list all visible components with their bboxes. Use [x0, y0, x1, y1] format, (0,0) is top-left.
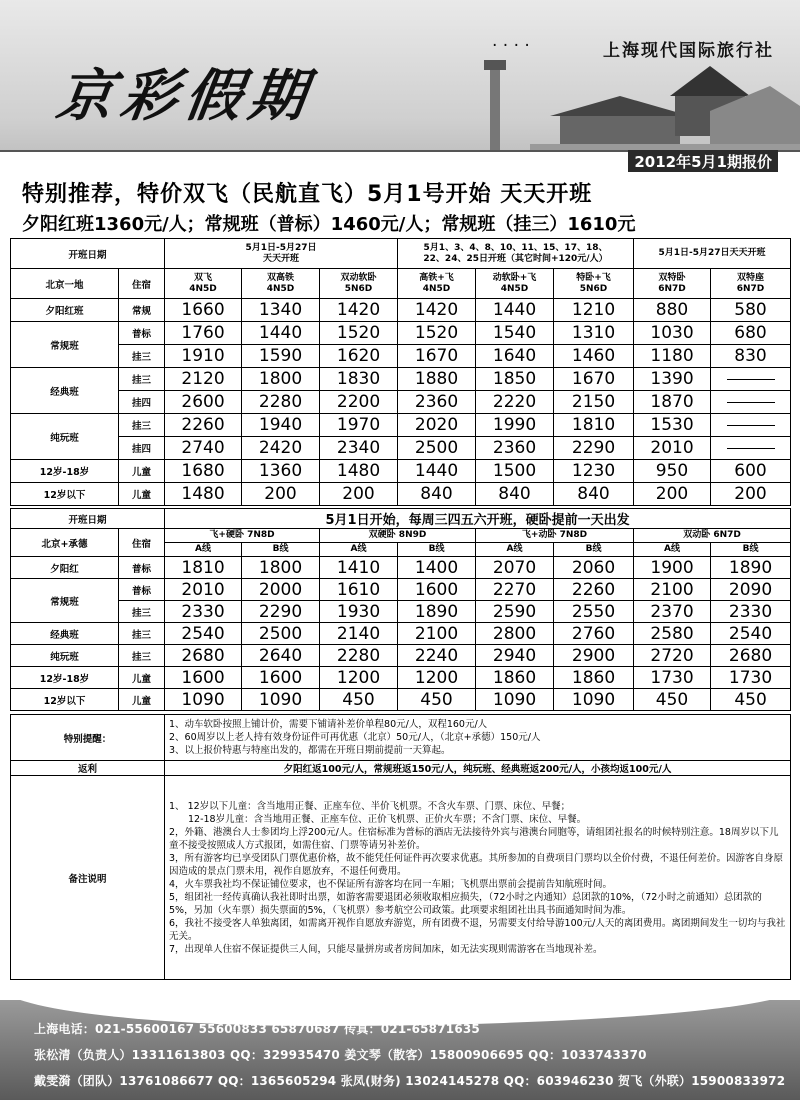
headline-main: 特别推荐，特价双飞（民航直飞）5月1号开始 天天开班: [22, 182, 593, 207]
price-cell: 2220: [476, 391, 554, 414]
room-type: 儿童: [119, 483, 165, 506]
price-cell: 2260: [165, 414, 242, 437]
date-group-2: 5月1、3、4、8、10、11、15、17、18、 22、24、25日开班（其它时间+120元/人）: [398, 239, 634, 269]
price-cell: 1660: [165, 299, 242, 322]
rebate-text: 夕阳红返100元/人，常规班返150元/人，纯玩班、经典班返200元/人，小孩均返100元/人: [165, 761, 791, 776]
row-group-label: 夕阳红: [11, 557, 119, 579]
price-cell: 1800: [242, 557, 320, 579]
price-cell: 2720: [634, 645, 711, 667]
row-group-label: 12岁以下: [11, 689, 119, 711]
col-days: 5N6D: [579, 283, 608, 294]
room-type: 挂三: [119, 368, 165, 391]
brand-title: 京彩假期: [52, 63, 319, 129]
price-cell: 1850: [476, 368, 554, 391]
price-cell: 1800: [242, 368, 320, 391]
row-group-label: 12岁以下: [11, 483, 119, 506]
price-cell: 1760: [165, 322, 242, 345]
table-row: [11, 645, 791, 667]
price-cell: 2100: [398, 623, 476, 645]
price-cell: 1900: [634, 557, 711, 579]
col-header: [554, 269, 634, 299]
headline-prices: 夕阳红班1360元/人；常规班（普标）1460元/人；常规班（挂三）1610元: [22, 214, 636, 235]
remarks-content: [165, 776, 791, 980]
price-cell: 1440: [398, 460, 476, 483]
column-header-row: [11, 269, 791, 299]
price-cell: 1540: [476, 322, 554, 345]
row-group-label: 常规班: [11, 322, 119, 368]
col-header: [165, 269, 242, 299]
table-row: [11, 689, 791, 711]
price-cell: 1420: [398, 299, 476, 322]
col-room: 住宿: [119, 529, 165, 557]
price-cell: 1090: [165, 689, 242, 711]
price-cell: 2600: [165, 391, 242, 414]
price-cell: 1420: [320, 299, 398, 322]
price-cell: [711, 437, 791, 460]
price-cell: 2010: [165, 579, 242, 601]
price-cell: 1620: [320, 345, 398, 368]
remark-line: 7，出现单人住宿不保证提供三人间，只能尽量拼房或者房间加床，如无法实现则需游客在当地现补差。: [169, 943, 603, 955]
col-days: 4N5D: [266, 283, 295, 294]
price-cell: 2140: [320, 623, 398, 645]
price-cell: 2010: [634, 437, 711, 460]
col-days: 4N5D: [422, 283, 451, 294]
price-cell: 1640: [476, 345, 554, 368]
remark-line: 2，外籍、港澳台人士参团均上浮200元/人。住宿标准为普标的酒店无法接待外宾与港澳台同胞等，请组团社报名的时候特别注意。18周岁以下儿童不接受按照成人方式报团，如需住宿、门票等请另补差价。: [169, 826, 779, 851]
price-cell: 200: [711, 483, 791, 506]
row-group-label: 纯玩班: [11, 645, 119, 667]
price-cell: 2150: [554, 391, 634, 414]
line-label: B线: [554, 543, 634, 557]
room-type: 普标: [119, 322, 165, 345]
price-cell: 1730: [711, 667, 791, 689]
price-cell: 830: [711, 345, 791, 368]
date-text: 5月1日开始，每周三四五六开班，硬卧提前一天出发: [165, 509, 791, 529]
price-cell: 450: [320, 689, 398, 711]
room-type: 挂三: [119, 414, 165, 437]
price-cell: 840: [554, 483, 634, 506]
price-cell: 950: [634, 460, 711, 483]
table-row: [11, 368, 791, 391]
price-cell: 1480: [165, 483, 242, 506]
price-cell: 1910: [165, 345, 242, 368]
price-cell: 1090: [242, 689, 320, 711]
price-cell: 2500: [242, 623, 320, 645]
price-cell: 2060: [554, 557, 634, 579]
col-header: [476, 269, 554, 299]
table-row: [11, 483, 791, 506]
col-name: 特卧+飞: [576, 272, 611, 283]
price-cell: 1090: [554, 689, 634, 711]
col-room: 住宿: [119, 269, 165, 299]
remark-line: 3，所有游客均已享受团队门票优惠价格，故不能凭任何证件再次要求优惠。其所参加的自费项目门票均以全价付费，不退任何差价。因游客自身原因造成的景点门票未用，视作自愿放弃，不退任何费用。: [169, 852, 784, 877]
price-cell: 2740: [165, 437, 242, 460]
room-type: 挂三: [119, 601, 165, 623]
table-row: [11, 623, 791, 645]
line-label: A线: [320, 543, 398, 557]
price-cell: 1830: [320, 368, 398, 391]
price-cell: 1180: [634, 345, 711, 368]
not-available-dash: [727, 379, 775, 380]
not-available-dash: [727, 402, 775, 403]
room-type: 挂三: [119, 645, 165, 667]
price-cell: 880: [634, 299, 711, 322]
room-type: 挂四: [119, 391, 165, 414]
price-cell: 1940: [242, 414, 320, 437]
price-cell: 1440: [476, 299, 554, 322]
col-name: 双特卧: [658, 272, 686, 283]
col-header: [242, 269, 320, 299]
price-cell: 1200: [320, 667, 398, 689]
room-type: 儿童: [119, 460, 165, 483]
price-cell: [711, 391, 791, 414]
price-cell: 2500: [398, 437, 476, 460]
agency-name: 上海现代国际旅行社: [603, 41, 774, 61]
price-cell: 2680: [165, 645, 242, 667]
line-label: B线: [711, 543, 791, 557]
footer-phone-line: 上海电话：021-55600167 55600833 65870687 传真：021-65871635: [34, 1022, 480, 1036]
price-cell: 2760: [554, 623, 634, 645]
price-cell: 450: [634, 689, 711, 711]
price-cell: 2340: [320, 437, 398, 460]
tips-content: [165, 715, 791, 761]
agency-dots: · · · ·: [492, 36, 530, 56]
price-cell: 200: [242, 483, 320, 506]
price-cell: 1400: [398, 557, 476, 579]
table-row: [11, 437, 791, 460]
tips-label: 特别提醒：: [11, 715, 165, 761]
price-cell: 2580: [634, 623, 711, 645]
price-cell: 1480: [320, 460, 398, 483]
col-name: 高铁+飞: [419, 272, 454, 283]
col-days: 4N5D: [189, 283, 217, 294]
price-cell: 2540: [711, 623, 791, 645]
table-row: [11, 579, 791, 601]
price-cell: 2100: [634, 579, 711, 601]
price-cell: 1860: [554, 667, 634, 689]
line-label: A线: [165, 543, 242, 557]
col-header: [634, 269, 711, 299]
table-row: [11, 345, 791, 368]
footer-contact-line: 戴雯漪（团队）13761086677 QQ：1365605294 张凤(财务) 13024145278 QQ：603946230 贺飞（外联）15900833972: [34, 1074, 786, 1088]
price-cell: 1600: [165, 667, 242, 689]
route-group: 双硬卧 8N9D: [320, 529, 476, 543]
table-row: [11, 299, 791, 322]
price-cell: 2900: [554, 645, 634, 667]
col-name: 双动软卧: [340, 272, 377, 283]
price-cell: 1200: [398, 667, 476, 689]
price-cell: 1090: [476, 689, 554, 711]
col-name: 双特座: [737, 272, 765, 283]
price-cell: 1030: [634, 322, 711, 345]
price-cell: 1340: [242, 299, 320, 322]
date-header: 开班日期: [11, 509, 165, 529]
row-group-label: 夕阳红班: [11, 299, 119, 322]
price-cell: 1230: [554, 460, 634, 483]
price-cell: 2590: [476, 601, 554, 623]
price-cell: 1810: [554, 414, 634, 437]
col-header: [320, 269, 398, 299]
tip-line: 1、动车软卧按照上铺计价，需要下铺请补差价单程80元/人，双程160元/人: [169, 719, 488, 730]
row-group-label: 经典班: [11, 368, 119, 414]
price-cell: 1730: [634, 667, 711, 689]
price-cell: 840: [398, 483, 476, 506]
price-cell: 680: [711, 322, 791, 345]
line-label: A线: [476, 543, 554, 557]
not-available-dash: [727, 448, 775, 449]
remarks-label: 备注说明: [11, 776, 165, 980]
rebate-label: 返利: [11, 761, 165, 776]
remark-line: 1、 12岁以下儿童：含当地用正餐、正座车位、半价飞机票。不含火车票、门票、床位、早餐；: [169, 800, 571, 812]
price-cell: 1870: [634, 391, 711, 414]
row-group-label: 12岁-18岁: [11, 460, 119, 483]
price-cell: 1810: [165, 557, 242, 579]
col-name: 双飞: [194, 272, 213, 283]
row-group-label: 常规班: [11, 579, 119, 623]
date-header: 开班日期: [11, 239, 165, 269]
row-group-label: 12岁-18岁: [11, 667, 119, 689]
price-cell: 1880: [398, 368, 476, 391]
price-cell: 1670: [398, 345, 476, 368]
price-cell: 2020: [398, 414, 476, 437]
col-days: 5N6D: [344, 283, 373, 294]
price-cell: 2800: [476, 623, 554, 645]
price-cell: 1680: [165, 460, 242, 483]
header-banner: [0, 0, 800, 172]
price-cell: 1310: [554, 322, 634, 345]
remark-line: 12-18岁儿童：含当地用正餐、正座车位、正价飞机票、正价火车票；不含门票、床位、早餐。: [169, 813, 587, 825]
price-cell: 2940: [476, 645, 554, 667]
price-cell: 1390: [634, 368, 711, 391]
price-cell: 2330: [711, 601, 791, 623]
price-cell: 2420: [242, 437, 320, 460]
price-cell: 1600: [242, 667, 320, 689]
price-cell: 2280: [242, 391, 320, 414]
date-group-3: 5月1日-5月27日天天开班: [634, 239, 791, 269]
price-cell: 200: [634, 483, 711, 506]
price-cell: 580: [711, 299, 791, 322]
remark-line: 6，我社不接受客人单独离团，如需离开视作自愿放弃游览，所有团费不退，另需要支付给导游100元/人天的离团费用。离团期间发生一切均与我社无关。: [169, 917, 786, 942]
line-label: B线: [242, 543, 320, 557]
price-cell: [711, 368, 791, 391]
price-cell: 1520: [398, 322, 476, 345]
price-cell: 2120: [165, 368, 242, 391]
line-label: A线: [634, 543, 711, 557]
room-type: 普标: [119, 557, 165, 579]
table-row: [11, 322, 791, 345]
price-cell: 1930: [320, 601, 398, 623]
price-cell: 2270: [476, 579, 554, 601]
room-type: 挂四: [119, 437, 165, 460]
price-cell: 1530: [634, 414, 711, 437]
col-days: 4N5D: [500, 283, 529, 294]
col-header: [711, 269, 791, 299]
price-cell: 1410: [320, 557, 398, 579]
notes-table: [10, 714, 791, 980]
price-cell: 1890: [711, 557, 791, 579]
table-row: [11, 414, 791, 437]
table-row: [11, 667, 791, 689]
price-cell: 2290: [554, 437, 634, 460]
price-cell: 1590: [242, 345, 320, 368]
price-cell: 2680: [711, 645, 791, 667]
room-type: 普标: [119, 579, 165, 601]
price-cell: 2540: [165, 623, 242, 645]
price-cell: 1860: [476, 667, 554, 689]
col-name: 双高铁: [267, 272, 295, 283]
price-cell: 2280: [320, 645, 398, 667]
price-cell: 600: [711, 460, 791, 483]
room-type: 挂三: [119, 623, 165, 645]
not-available-dash: [727, 425, 775, 426]
price-cell: 1670: [554, 368, 634, 391]
room-type: 儿童: [119, 667, 165, 689]
route-group: 飞+硬卧 7N8D: [165, 529, 320, 543]
price-cell: 2290: [242, 601, 320, 623]
price-cell: 2330: [165, 601, 242, 623]
remark-line: 5，组团社一经传真确认我社即时出票，如游客需要退团必须收取相应损失，（72小时之内通知）总团款的10%，（72小时之前通知）总团款的5%，另加（火车票）损失票面的5%，（飞机票）参考航空公司政策。此项要求组团社出具书面通知时间为准。: [169, 891, 762, 916]
footer-contact-line: 张松清（负责人）13311613803 QQ：329935470 姜文琴（散客）15800906695 QQ：1033743370: [34, 1048, 647, 1062]
price-cell: 2090: [711, 579, 791, 601]
price-cell: 2360: [398, 391, 476, 414]
route-group: 飞+动卧 7N8D: [476, 529, 634, 543]
col-name: 动软卧+飞: [492, 272, 537, 283]
table-row: [11, 601, 791, 623]
price-period: 2012年5月1期报价: [628, 150, 778, 172]
price-cell: 200: [320, 483, 398, 506]
line-label: B线: [398, 543, 476, 557]
price-cell: 1500: [476, 460, 554, 483]
table-row: [11, 391, 791, 414]
price-cell: 450: [711, 689, 791, 711]
room-type: 挂三: [119, 345, 165, 368]
price-cell: 1990: [476, 414, 554, 437]
col-header: [398, 269, 476, 299]
row-group-label: 经典班: [11, 623, 119, 645]
col-days: 6N7D: [658, 283, 686, 294]
col-days: 6N7D: [736, 283, 765, 294]
route-group: 双动卧 6N7D: [634, 529, 791, 543]
room-type: 儿童: [119, 689, 165, 711]
table-row: [11, 460, 791, 483]
price-cell: 2550: [554, 601, 634, 623]
price-cell: 450: [398, 689, 476, 711]
beijing-chengde-price-table: [10, 508, 791, 711]
price-cell: 2200: [320, 391, 398, 414]
price-cell: 1600: [398, 579, 476, 601]
tip-line: 3、以上报价特惠与特座出发的，都需在开班日期前提前一天算起。: [169, 745, 451, 756]
room-type: 常规: [119, 299, 165, 322]
col-city: 北京+承德: [11, 529, 119, 557]
price-cell: 2370: [634, 601, 711, 623]
price-cell: 2640: [242, 645, 320, 667]
price-cell: 2000: [242, 579, 320, 601]
price-cell: 1610: [320, 579, 398, 601]
price-cell: 2240: [398, 645, 476, 667]
row-group-label: 纯玩班: [11, 414, 119, 460]
price-cell: 840: [476, 483, 554, 506]
table-row: [11, 557, 791, 579]
col-city: 北京一地: [11, 269, 119, 299]
tip-line: 2、60周岁以上老人持有效身份证件可再优惠（北京）50元/人，（北京+承德）150元/人: [169, 732, 541, 743]
price-cell: 1460: [554, 345, 634, 368]
price-cell: 1440: [242, 322, 320, 345]
price-cell: [711, 414, 791, 437]
price-cell: 1970: [320, 414, 398, 437]
beijing-price-table: [10, 238, 791, 506]
price-cell: 1890: [398, 601, 476, 623]
price-cell: 2070: [476, 557, 554, 579]
price-cell: 2260: [554, 579, 634, 601]
date-group-1: 5月1日-5月27日 天天开班: [165, 239, 398, 269]
price-cell: 1360: [242, 460, 320, 483]
price-cell: 1210: [554, 299, 634, 322]
price-cell: 2360: [476, 437, 554, 460]
remark-line: 4，火车票我社均不保证铺位要求，也不保证所有游客均在同一车厢；飞机票出票前会提前告知航班时间。: [169, 878, 613, 890]
price-cell: 1520: [320, 322, 398, 345]
